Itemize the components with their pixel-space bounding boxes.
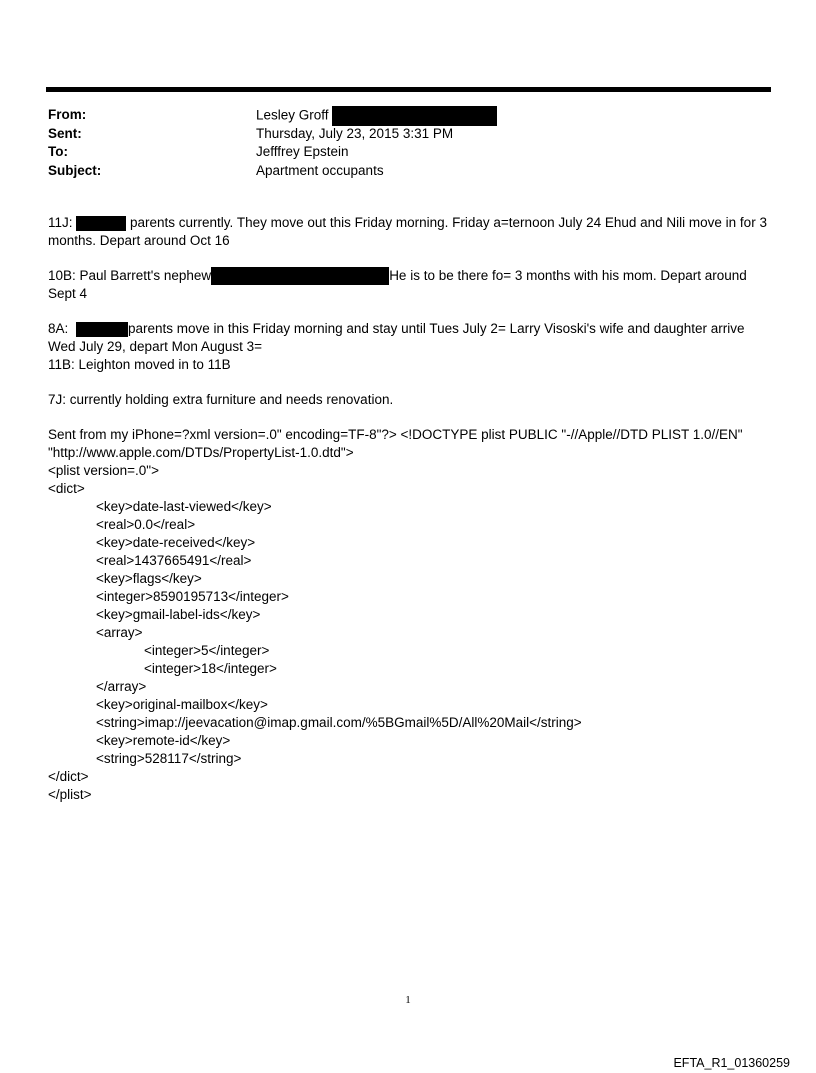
plist-line: <array> (96, 625, 143, 641)
to-value: Jefffrey Epstein (256, 144, 349, 159)
paragraph-8a (48, 320, 778, 374)
plist-line: <key>remote-id</key> (96, 733, 231, 749)
body-text: parents currently. They move out this Friday morning. Friday a=ternoon July 24 Ehud and Nili move in for 3 (126, 215, 767, 230)
plist-line: <real>0.0</real> (96, 517, 196, 533)
from-label: From: (48, 107, 87, 122)
document-id: EFTA_R1_01360259 (673, 1056, 790, 1070)
paragraph-11j (48, 214, 778, 250)
plist-line: <string>528117</string> (96, 751, 242, 767)
plist-line: <key>date-last-viewed</key> (96, 499, 272, 515)
header-rule (46, 87, 771, 92)
plist-line: <dict> (48, 481, 85, 497)
body-line (48, 267, 778, 285)
body-line: Wed July 29, depart Mon August 3= (48, 339, 263, 355)
page-number: 1 (405, 994, 411, 1006)
plist-block (48, 426, 778, 804)
unit-label: 11J: (48, 215, 77, 230)
from-name: Lesley Groff (256, 107, 329, 123)
redaction-box (211, 267, 389, 285)
paragraph-10b (48, 267, 778, 303)
subject-value: Apartment occupants (256, 162, 384, 178)
plist-line: </plist> (48, 787, 92, 803)
plist-line: <integer>8590195713</integer> (96, 589, 289, 605)
plist-line: <key>flags</key> (96, 571, 202, 587)
body-text: parents move in this Friday morning and stay until Tues July 2= Larry Visoski's wife and daughter arrive (128, 321, 745, 337)
redaction-box (76, 322, 128, 337)
plist-line: <key>date-received</key> (96, 535, 256, 551)
sent-value: Thursday, July 23, 2015 3:31 PM (256, 125, 454, 141)
body-text: He is to be there fo= 3 months with his mom. Depart around (389, 268, 747, 283)
plist-line: <string>imap://jeevacation@imap.gmail.com/%5BGmail%5D/All%20Mail</string> (96, 715, 582, 731)
plist-line: </array> (96, 679, 147, 695)
body-line: 11B: Leighton moved in to 11B (48, 357, 231, 373)
paragraph-7j (48, 391, 778, 409)
subject-label: Subject: (48, 162, 102, 178)
body-line: months. Depart around Oct 16 (48, 233, 230, 248)
plist-line: "http://www.apple.com/DTDs/PropertyList-1.0.dtd"> (48, 445, 354, 461)
redaction-box (332, 106, 497, 126)
unit-label: 10B: Paul Barrett's nephew (48, 268, 212, 283)
to-label: To: (48, 144, 68, 159)
body-line: Sept 4 (48, 286, 88, 302)
body-line: 7J: currently holding extra furniture and needs renovation. (48, 392, 394, 408)
plist-line: <real>1437665491</real> (96, 553, 252, 569)
plist-line: <key>original-mailbox</key> (96, 697, 268, 713)
plist-line: <integer>5</integer> (144, 643, 270, 659)
from-value (256, 106, 497, 126)
sent-label: Sent: (48, 125, 82, 141)
plist-line: <plist version=.0"> (48, 463, 159, 479)
body-line (48, 214, 778, 232)
body-line (48, 320, 778, 338)
email-body (48, 214, 778, 804)
plist-line: <key>gmail-label-ids</key> (96, 607, 261, 623)
plist-line: </dict> (48, 769, 89, 785)
unit-label: 8A: (48, 321, 73, 337)
redaction-box (76, 216, 126, 231)
plist-line: <integer>18</integer> (144, 661, 277, 677)
plist-line: Sent from my iPhone=?xml version=.0" encoding=TF-8"?> <!DOCTYPE plist PUBLIC "-//Apple//DTD PLIST 1.0//EN" (48, 427, 743, 443)
